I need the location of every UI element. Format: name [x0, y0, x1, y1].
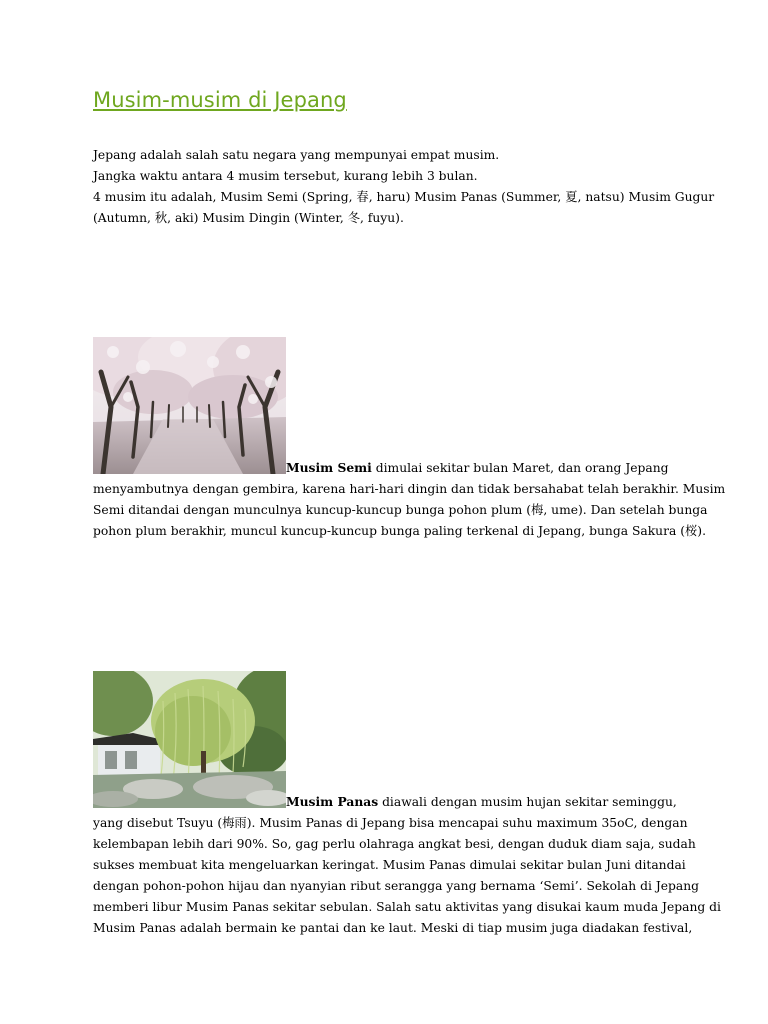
spring-line: menyambutnya dengan gembira, karena hari-hari dingin dan tidak bersahabat telah berakhir. Musim — [93, 482, 726, 496]
spring-heading: Musim Semi — [286, 460, 372, 475]
summer-line: kelembapan lebih dari 90%. So, gag perlu olahraga angkat besi, dengan duduk diam saja, sudah — [93, 837, 696, 851]
summer-line: yang disebut Tsuyu (梅雨). Musim Panas di Jepang bisa mencapai suhu maximum 35oC, dengan — [93, 816, 688, 830]
intro-paragraph — [93, 145, 715, 229]
summer-line: sukses membuat kita mengeluarkan keringat. Musim Panas dimulai sekitar bulan Juni ditandai — [93, 858, 686, 872]
intro-line: 4 musim itu adalah, Musim Semi (Spring, 春, haru) Musim Panas (Summer, 夏, natsu) Musim Gugur — [93, 190, 715, 204]
cherry-blossom-photo — [93, 337, 286, 474]
summer-first-line-text: diawali dengan musim hujan sekitar seminggu, — [378, 795, 677, 809]
spring-line: pohon plum berakhir, muncul kuncup-kuncup bunga paling terkenal di Jepang, bunga Sakura (桜). — [93, 524, 706, 538]
summer-line: dengan pohon-pohon hijau dan nyanyian ribut serangga yang bernama ‘Semi’. Sekolah di Jepang — [93, 879, 700, 893]
intro-line: (Autumn, 秋, aki) Musim Dingin (Winter, 冬, fuyu). — [93, 211, 404, 225]
summer-first-line — [93, 791, 683, 813]
spring-first-line-text: dimulai sekitar bulan Maret, dan orang Jepang — [371, 461, 669, 475]
intro-line: Jangka waktu antara 4 musim tersebut, kurang lebih 3 bulan. — [93, 169, 478, 183]
document-title[interactable]: Musim-musim di Jepang — [93, 88, 347, 112]
spring-line: Semi ditandai dengan munculnya kuncup-kuncup bunga pohon plum (梅, ume). Dan setelah bunga — [93, 503, 708, 517]
willow-garden-photo — [93, 671, 286, 808]
spring-paragraph — [93, 457, 726, 542]
summer-line: memberi libur Musim Panas sekitar sebulan. Salah satu aktivitas yang disukai kaum muda Jepang di — [93, 900, 721, 914]
summer-heading: Musim Panas — [286, 794, 379, 809]
spring-first-line — [93, 457, 683, 479]
summer-line: Musim Panas adalah bermain ke pantai dan ke laut. Meski di tiap musim juga diadakan festival, — [93, 921, 693, 935]
intro-line: Jepang adalah salah satu negara yang mempunyai empat musim. — [93, 148, 500, 162]
summer-paragraph — [93, 791, 721, 939]
